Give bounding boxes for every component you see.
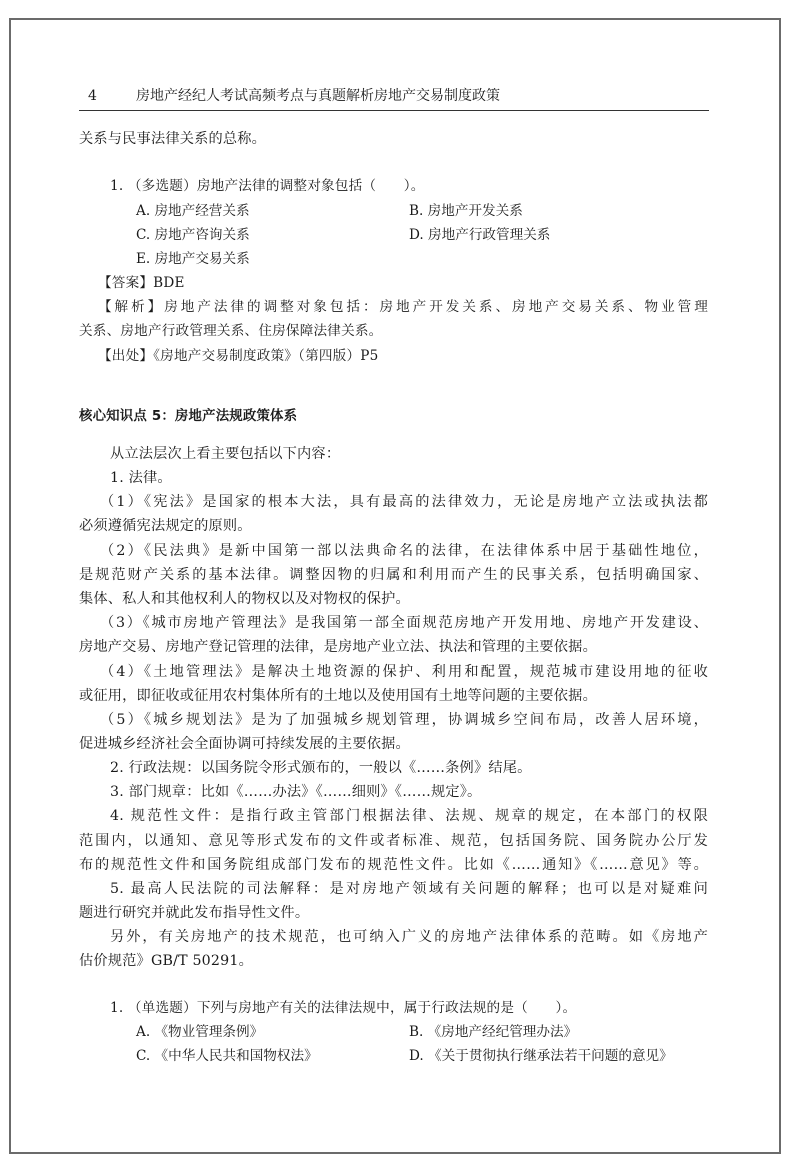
body-line: 布的规范性文件和国务院组成部门发布的规范性文件。比如《……通知》《……意见》等。 (79, 857, 708, 873)
body-line: 必须遵循宪法规定的原则。 (79, 518, 252, 534)
question1-option-d: D. 房地产行政管理关系 (409, 227, 551, 243)
body-line: （5）《城乡规划法》是为了加强城乡规划管理，协调城乡空间布局，改善人居环境， (100, 712, 708, 728)
question2-option-d: D. 《关于贯彻执行继承法若干问题的意见》 (409, 1048, 673, 1064)
body-line: 促进城乡经济社会全面协调可持续发展的主要依据。 (79, 736, 410, 752)
body-line: 3. 部门规章：比如《……办法》《……细则》《……规定》。 (110, 784, 482, 800)
body-line: （1）《宪法》是国家的根本大法，具有最高的法律效力，无论是房地产立法或执法都 (100, 494, 708, 510)
body-line: 集体、私人和其他权利人的物权以及对物权的保护。 (79, 591, 410, 607)
body-line: 是规范财产关系的基本法律。调整因物的归属和利用而产生的民事关系，包括明确国家、 (79, 567, 708, 583)
page-number: 4 (88, 88, 97, 104)
question2-option-c: C. 《中华人民共和国物权法》 (136, 1048, 318, 1064)
question1-source: 【出处】《房地产交易制度政策》（第四版）P5 (98, 348, 379, 364)
body-line: 估价规范》GB/T 50291。 (79, 953, 253, 969)
body-line: （4）《土地管理法》是解决土地资源的保护、利用和配置，规范城市建设用地的征收 (100, 664, 708, 680)
question2-option-a: A. 《物业管理条例》 (136, 1024, 264, 1040)
question1-option-c: C. 房地产咨询关系 (136, 227, 250, 243)
question1-option-b: B. 房地产开发关系 (409, 203, 523, 219)
body-line: 题进行研究并就此发布指导性文件。 (79, 905, 310, 921)
intro-line: 关系与民事法律关系的总称。 (79, 131, 267, 147)
question1-option-e: E. 房地产交易关系 (136, 251, 250, 267)
question1-analysis-line1: 【解析】房地产法律的调整对象包括：房地产开发关系、房地产交易关系、物业管理 (98, 299, 708, 315)
body-line: （2）《民法典》是新中国第一部以法典命名的法律，在法律体系中居于基础性地位， (100, 543, 708, 559)
body-line: 范围内，以通知、意见等形式发布的文件或者标准、规范，包括国务院、国务院办公厅发 (79, 833, 708, 849)
question1-analysis-line2: 关系、房地产行政管理关系、住房保障法律关系。 (79, 323, 383, 339)
question1-option-a: A. 房地产经营关系 (136, 203, 250, 219)
question1-answer: 【答案】BDE (98, 275, 185, 291)
body-line: 另外，有关房地产的技术规范，也可纳入广义的房地产法律体系的范畴。如《房地产 (110, 929, 708, 945)
body-line: 从立法层次上看主要包括以下内容： (110, 446, 341, 462)
section-title: 核心知识点 5：房地产法规政策体系 (79, 409, 298, 424)
question2-stem: 1. （单选题）下列与房地产有关的法律法规中，属于行政法规的是（ ）。 (110, 1000, 577, 1016)
body-line: （3）《城市房地产管理法》是我国第一部全面规范房地产开发用地、房地产开发建设、 (100, 615, 708, 631)
running-header (79, 84, 709, 111)
question1-stem: 1. （多选题）房地产法律的调整对象包括（ ）。 (110, 178, 425, 194)
body-line: 或征用，即征收或征用农村集体所有的土地以及使用国有土地等问题的主要依据。 (79, 688, 597, 704)
book-title: 房地产经纪人考试高频考点与真题解析房地产交易制度政策 (136, 88, 500, 104)
body-line: 房地产交易、房地产登记管理的法律，是房地产业立法、执法和管理的主要依据。 (79, 639, 597, 655)
body-line: 1. 法律。 (110, 470, 172, 486)
body-line: 4. 规范性文件：是指行政主管部门根据法律、法规、规章的规定，在本部门的权限 (110, 808, 708, 824)
body-line: 2. 行政法规：以国务院令形式颁布的，一般以《……条例》结尾。 (110, 760, 532, 776)
body-line: 5. 最高人民法院的司法解释：是对房地产领域有关问题的解释；也可以是对疑难问 (110, 881, 708, 897)
question2-option-b: B. 《房地产经纪管理办法》 (409, 1024, 578, 1040)
